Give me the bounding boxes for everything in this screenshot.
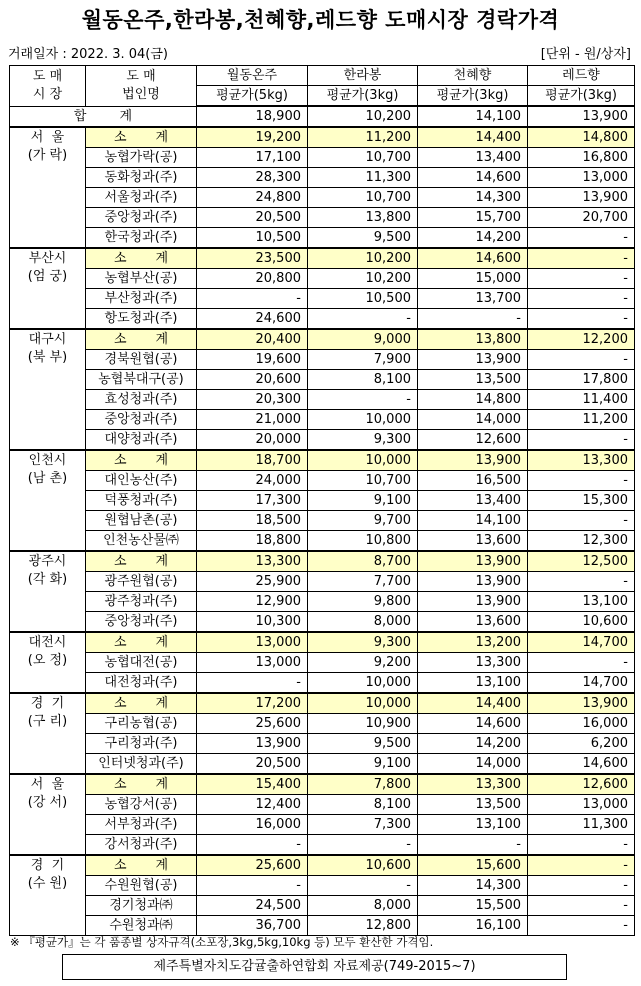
subtotal-label: 소 계: [86, 127, 197, 148]
price-cell: 13,200: [418, 632, 528, 653]
price-cell: -: [418, 309, 528, 330]
table-row: [10, 410, 635, 430]
price-cell: 9,500: [308, 734, 418, 754]
corp-name: 수원원협(공): [86, 876, 197, 896]
market-cell: [10, 632, 86, 693]
price-cell: 10,000: [308, 450, 418, 471]
table-row: [10, 471, 635, 491]
price-cell: 10,300: [197, 612, 308, 633]
corp-name: 중앙청과(주): [86, 208, 197, 228]
header-p2-unit: 평균가(3kg): [308, 86, 418, 107]
subtotal-row: [10, 127, 635, 148]
unit-label: [단위 - 원/상자]: [540, 47, 631, 62]
table-row: [10, 430, 635, 451]
price-cell: 14,100: [418, 511, 528, 531]
market-name: (강 서): [27, 795, 68, 810]
price-cell: 9,100: [308, 491, 418, 511]
table-row: [10, 188, 635, 208]
price-cell: 14,000: [418, 410, 528, 430]
price-cell: 12,300: [528, 531, 635, 552]
price-cell: 9,300: [308, 632, 418, 653]
market-cell: [10, 855, 86, 936]
price-cell: 25,600: [197, 714, 308, 734]
price-cell: -: [308, 390, 418, 410]
price-cell: 12,600: [418, 430, 528, 451]
header-p3-unit: 평균가(3kg): [418, 86, 528, 107]
total-value: 13,900: [528, 106, 635, 127]
price-cell: 10,600: [308, 855, 418, 876]
price-cell: 18,800: [197, 531, 308, 552]
price-cell: 15,600: [418, 855, 528, 876]
price-cell: 9,700: [308, 511, 418, 531]
price-cell: 13,800: [308, 208, 418, 228]
table-row: [10, 714, 635, 734]
price-cell: 12,900: [197, 592, 308, 612]
footnote: ※ 『평균가』는 각 품종별 상자규격(소포장,3kg,5kg,10kg 등) 모두 환산한 가격임.: [10, 935, 434, 949]
price-cell: 14,200: [418, 734, 528, 754]
total-value: 14,100: [418, 106, 528, 127]
header-p4-unit: 평균가(3kg): [528, 86, 635, 107]
price-cell: 13,900: [418, 572, 528, 592]
price-cell: 19,600: [197, 350, 308, 370]
subtotal-row: [10, 248, 635, 269]
price-cell: 20,600: [197, 370, 308, 390]
price-cell: 17,800: [528, 370, 635, 390]
price-cell: 13,000: [528, 795, 635, 815]
market-name: (북 부): [27, 350, 68, 365]
corp-name: 인터넷청과(주): [86, 754, 197, 775]
price-cell: 14,700: [528, 632, 635, 653]
price-cell: 20,000: [197, 430, 308, 451]
price-cell: 19,200: [197, 127, 308, 148]
table-row: [10, 815, 635, 835]
market-cell: [10, 551, 86, 632]
market-cell: [10, 693, 86, 774]
price-cell: 13,000: [197, 632, 308, 653]
price-cell: 14,000: [418, 754, 528, 775]
price-cell: 10,900: [308, 714, 418, 734]
market-name: 서 울: [30, 777, 65, 792]
market-name: 경 기: [30, 858, 65, 873]
corp-name: 원협남촌(공): [86, 511, 197, 531]
table-row: [10, 148, 635, 168]
price-cell: 13,400: [418, 148, 528, 168]
price-cell: 13,400: [418, 491, 528, 511]
price-cell: 13,600: [418, 612, 528, 633]
subtotal-label: 소 계: [86, 329, 197, 350]
price-cell: 24,600: [197, 309, 308, 330]
price-cell: 13,700: [418, 289, 528, 309]
market-cell: [10, 127, 86, 248]
price-cell: 13,800: [418, 329, 528, 350]
corp-name: 경기청과㈜: [86, 896, 197, 916]
market-name: (각 화): [27, 572, 68, 587]
table-row: [10, 916, 635, 936]
price-cell: 13,900: [418, 551, 528, 572]
market-cell: [10, 774, 86, 855]
price-cell: 9,300: [308, 430, 418, 451]
total-value: 10,200: [308, 106, 418, 127]
market-name: 경 기: [30, 696, 65, 711]
price-cell: 25,600: [197, 855, 308, 876]
price-cell: 15,000: [418, 269, 528, 289]
corp-name: 한국청과(주): [86, 228, 197, 249]
price-cell: 14,600: [418, 714, 528, 734]
price-cell: 14,700: [528, 673, 635, 694]
price-cell: 12,800: [308, 916, 418, 936]
subtotal-row: [10, 855, 635, 876]
price-cell: 7,300: [308, 815, 418, 835]
price-cell: 13,000: [528, 168, 635, 188]
price-cell: -: [528, 471, 635, 491]
price-cell: 20,700: [528, 208, 635, 228]
corp-name: 농협북대구(공): [86, 370, 197, 390]
price-cell: 24,800: [197, 188, 308, 208]
price-cell: 17,200: [197, 693, 308, 714]
corp-name: 부산청과(주): [86, 289, 197, 309]
price-cell: 8,000: [308, 612, 418, 633]
trade-date: 거래일자 : 2022. 3. 04(금): [8, 47, 169, 62]
price-cell: -: [528, 835, 635, 856]
price-cell: 18,500: [197, 511, 308, 531]
price-cell: 13,900: [528, 693, 635, 714]
price-cell: -: [528, 916, 635, 936]
table-row: [10, 289, 635, 309]
header-p1-name: 월동온주: [197, 66, 308, 86]
corp-name: 효성청과(주): [86, 390, 197, 410]
price-cell: 10,600: [528, 612, 635, 633]
market-name: 대구시: [28, 332, 67, 347]
total-label: 합 계: [10, 106, 197, 127]
price-cell: -: [197, 673, 308, 694]
market-name: 부산시: [28, 251, 67, 266]
market-name: 광주시: [28, 554, 67, 569]
price-cell: 9,500: [308, 228, 418, 249]
price-cell: 20,500: [197, 208, 308, 228]
price-cell: 7,900: [308, 350, 418, 370]
table-row: [10, 511, 635, 531]
price-cell: 13,900: [418, 592, 528, 612]
price-cell: 14,400: [418, 127, 528, 148]
price-cell: 12,400: [197, 795, 308, 815]
price-cell: 13,500: [418, 370, 528, 390]
price-cell: 10,500: [308, 289, 418, 309]
price-cell: 9,200: [308, 653, 418, 673]
price-cell: -: [528, 309, 635, 330]
price-cell: 36,700: [197, 916, 308, 936]
price-cell: 24,000: [197, 471, 308, 491]
corp-name: 경북원협(공): [86, 350, 197, 370]
price-cell: 16,000: [528, 714, 635, 734]
price-cell: 23,500: [197, 248, 308, 269]
corp-name: 농협가락(공): [86, 148, 197, 168]
corp-name: 구리청과(주): [86, 734, 197, 754]
price-cell: -: [528, 511, 635, 531]
market-name: 대전시: [28, 635, 67, 650]
price-cell: 20,800: [197, 269, 308, 289]
price-cell: 13,600: [418, 531, 528, 552]
corp-name: 대양청과(주): [86, 430, 197, 451]
price-cell: 10,200: [308, 248, 418, 269]
price-cell: 17,100: [197, 148, 308, 168]
price-cell: -: [308, 309, 418, 330]
price-cell: 10,800: [308, 531, 418, 552]
price-cell: 13,000: [197, 653, 308, 673]
price-cell: -: [418, 835, 528, 856]
price-cell: 25,900: [197, 572, 308, 592]
table-row: [10, 309, 635, 330]
price-cell: 14,600: [418, 248, 528, 269]
price-cell: 24,500: [197, 896, 308, 916]
price-cell: -: [528, 572, 635, 592]
price-cell: -: [528, 876, 635, 896]
price-cell: 10,000: [308, 673, 418, 694]
market-name: 인천시: [28, 453, 67, 468]
subtotal-label: 소 계: [86, 693, 197, 714]
price-cell: 14,800: [418, 390, 528, 410]
market-name: (구 리): [27, 714, 68, 729]
price-cell: -: [528, 289, 635, 309]
table-row: [10, 572, 635, 592]
price-cell: -: [528, 228, 635, 249]
price-cell: 14,400: [418, 693, 528, 714]
price-cell: -: [528, 269, 635, 289]
price-cell: 12,600: [528, 774, 635, 795]
price-cell: 13,100: [418, 815, 528, 835]
subtotal-label: 소 계: [86, 632, 197, 653]
price-cell: 17,300: [197, 491, 308, 511]
price-cell: -: [528, 855, 635, 876]
market-name: (엄 궁): [27, 269, 68, 284]
price-cell: 13,900: [197, 734, 308, 754]
price-cell: 8,000: [308, 896, 418, 916]
price-cell: 14,200: [418, 228, 528, 249]
price-cell: 15,500: [418, 896, 528, 916]
header-corp: 도 매 법인명: [86, 66, 197, 107]
corp-name: 서울청과(주): [86, 188, 197, 208]
price-cell: 20,400: [197, 329, 308, 350]
price-cell: 13,100: [418, 673, 528, 694]
price-cell: 12,500: [528, 551, 635, 572]
price-cell: 8,100: [308, 370, 418, 390]
price-cell: 11,300: [308, 168, 418, 188]
price-cell: 10,700: [308, 188, 418, 208]
table-row: [10, 208, 635, 228]
price-cell: 13,300: [418, 653, 528, 673]
price-cell: 16,500: [418, 471, 528, 491]
price-cell: 11,400: [528, 390, 635, 410]
price-cell: 12,200: [528, 329, 635, 350]
price-cell: 10,000: [308, 410, 418, 430]
table-row: [10, 592, 635, 612]
corp-name: 인천농산물㈜: [86, 531, 197, 552]
corp-name: 광주원협(공): [86, 572, 197, 592]
table-row: [10, 168, 635, 188]
subtotal-label: 소 계: [86, 248, 197, 269]
corp-name: 덕풍청과(주): [86, 491, 197, 511]
table-row: [10, 734, 635, 754]
market-cell: [10, 329, 86, 450]
table-row: [10, 612, 635, 633]
corp-name: 중앙청과(주): [86, 612, 197, 633]
table-row: [10, 228, 635, 249]
price-cell: 13,300: [528, 450, 635, 471]
price-cell: 13,500: [418, 795, 528, 815]
table-row: [10, 876, 635, 896]
price-cell: 11,200: [528, 410, 635, 430]
corp-name: 서부청과(주): [86, 815, 197, 835]
total-row: [10, 106, 635, 127]
price-cell: 14,600: [528, 754, 635, 775]
price-cell: -: [528, 896, 635, 916]
subtotal-row: [10, 450, 635, 471]
price-cell: 13,900: [528, 188, 635, 208]
corp-name: 수원청과㈜: [86, 916, 197, 936]
price-cell: 9,100: [308, 754, 418, 775]
table-row: [10, 269, 635, 289]
page-title: 월동온주,한라봉,천혜향,레드향 도매시장 경락가격: [81, 8, 560, 32]
header-row-1: [10, 66, 635, 86]
price-cell: -: [197, 835, 308, 856]
price-cell: 28,300: [197, 168, 308, 188]
price-cell: 8,100: [308, 795, 418, 815]
price-cell: 7,800: [308, 774, 418, 795]
price-cell: 14,300: [418, 876, 528, 896]
price-cell: 6,200: [528, 734, 635, 754]
corp-name: 광주청과(주): [86, 592, 197, 612]
header-p4-name: 레드향: [528, 66, 635, 86]
corp-name: 항도청과(주): [86, 309, 197, 330]
price-cell: -: [308, 835, 418, 856]
corp-name: 농협부산(공): [86, 269, 197, 289]
total-value: 18,900: [197, 106, 308, 127]
table-row: [10, 795, 635, 815]
price-cell: 13,900: [418, 350, 528, 370]
price-cell: 14,800: [528, 127, 635, 148]
price-cell: -: [528, 248, 635, 269]
market-name: (오 정): [27, 653, 68, 668]
market-cell: [10, 450, 86, 551]
price-cell: 8,700: [308, 551, 418, 572]
price-cell: 20,500: [197, 754, 308, 775]
table-row: [10, 835, 635, 856]
price-cell: 10,700: [308, 148, 418, 168]
subtotal-row: [10, 693, 635, 714]
price-cell: 14,300: [418, 188, 528, 208]
price-cell: -: [308, 876, 418, 896]
corp-name: 농협대전(공): [86, 653, 197, 673]
price-cell: 10,200: [308, 269, 418, 289]
corp-name: 대인농산(주): [86, 471, 197, 491]
price-cell: -: [197, 876, 308, 896]
corp-name: 동화청과(주): [86, 168, 197, 188]
subtotal-label: 소 계: [86, 774, 197, 795]
corp-name: 농협강서(공): [86, 795, 197, 815]
subtotal-row: [10, 632, 635, 653]
header-p1-unit: 평균가(5kg): [197, 86, 308, 107]
header-p2-name: 한라봉: [308, 66, 418, 86]
corp-name: 중앙청과(주): [86, 410, 197, 430]
table-row: [10, 390, 635, 410]
price-cell: 9,000: [308, 329, 418, 350]
price-cell: 15,400: [197, 774, 308, 795]
price-cell: 18,700: [197, 450, 308, 471]
corp-name: 강서청과(주): [86, 835, 197, 856]
price-cell: -: [197, 289, 308, 309]
price-cell: 7,700: [308, 572, 418, 592]
table-row: [10, 491, 635, 511]
header-market: 도 매 시 장: [10, 66, 86, 107]
table-row: [10, 370, 635, 390]
corp-name: 구리농협(공): [86, 714, 197, 734]
market-name: (가 락): [27, 148, 68, 163]
price-cell: 14,600: [418, 168, 528, 188]
market-cell: [10, 248, 86, 329]
source-box: 제주특별자치도감귤출하연합회 자료제공(749-2015~7): [62, 954, 567, 980]
price-cell: 10,000: [308, 693, 418, 714]
table-row: [10, 350, 635, 370]
price-cell: 20,300: [197, 390, 308, 410]
table-row: [10, 531, 635, 552]
price-cell: 15,700: [418, 208, 528, 228]
price-cell: 10,500: [197, 228, 308, 249]
price-table: [9, 65, 635, 936]
price-cell: -: [528, 430, 635, 451]
table-row: [10, 653, 635, 673]
price-cell: 21,000: [197, 410, 308, 430]
price-cell: 9,800: [308, 592, 418, 612]
price-cell: 16,100: [418, 916, 528, 936]
price-cell: 13,900: [418, 450, 528, 471]
price-cell: 10,700: [308, 471, 418, 491]
subtotal-label: 소 계: [86, 855, 197, 876]
price-cell: 13,300: [197, 551, 308, 572]
subtotal-row: [10, 774, 635, 795]
price-cell: 16,800: [528, 148, 635, 168]
subtotal-label: 소 계: [86, 450, 197, 471]
table-row: [10, 896, 635, 916]
subtotal-row: [10, 551, 635, 572]
corp-name: 대전청과(주): [86, 673, 197, 694]
price-cell: 11,200: [308, 127, 418, 148]
table-row: [10, 673, 635, 694]
price-cell: 15,300: [528, 491, 635, 511]
price-cell: 13,100: [528, 592, 635, 612]
market-name: 서 울: [30, 130, 65, 145]
table-row: [10, 754, 635, 775]
market-name: (남 촌): [27, 471, 68, 486]
price-cell: 13,300: [418, 774, 528, 795]
price-cell: -: [528, 653, 635, 673]
market-name: (수 원): [27, 876, 68, 891]
price-cell: -: [528, 350, 635, 370]
subtotal-row: [10, 329, 635, 350]
header-p3-name: 천혜향: [418, 66, 528, 86]
price-cell: 16,000: [197, 815, 308, 835]
subtotal-label: 소 계: [86, 551, 197, 572]
price-cell: 11,300: [528, 815, 635, 835]
